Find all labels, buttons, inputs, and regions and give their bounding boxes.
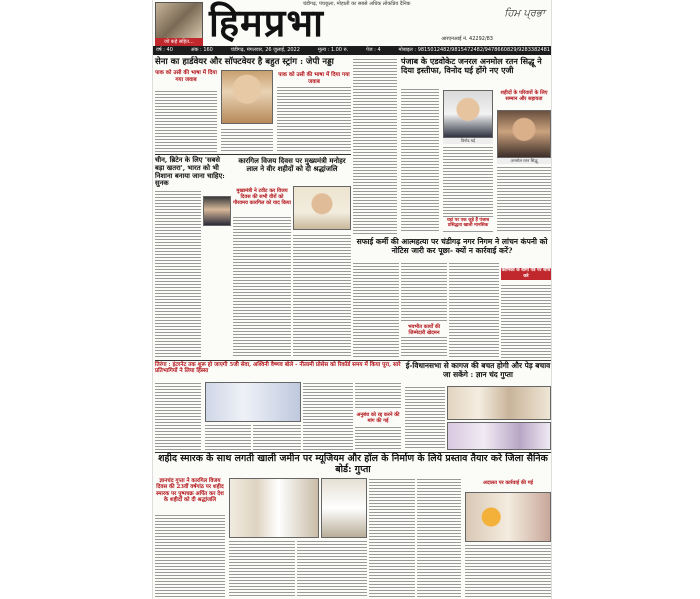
- nadda-photo: [221, 70, 273, 124]
- story-nadda-continued: [353, 58, 397, 234]
- masthead-photo: [155, 2, 203, 40]
- ashwini-vaishnaw-photo: [205, 382, 301, 422]
- story-sanitation-body-col3: [449, 262, 499, 358]
- story-nadda-body-col1: [155, 90, 217, 152]
- edition-info-bar: [153, 46, 552, 55]
- manohar-lal-photo: [293, 186, 351, 230]
- story-smarak-body-col3: [297, 540, 367, 598]
- story-sanitation-body-col4: [501, 284, 551, 358]
- sunak-photo: [203, 196, 231, 226]
- story-punjab-ag-body-col3: [497, 166, 551, 232]
- story-punjab-ag-headline: पंजाब के एडवोकेट जनरल अनमोल रतन सिद्धू ने दिया इस्तीफा, विनोद घई होंगे नए एजी: [401, 56, 542, 76]
- story-smarak-side-sub: अदालत पर कार्रवाई की गई: [483, 480, 533, 486]
- story-sanitation-sub: भयभीत कार्यों की जिम्मेदारी खेदमन: [407, 324, 441, 336]
- story-sanitation-side-box: कार्मिकों के बीमा पत्र पर जांच करे: [501, 268, 551, 279]
- story-5g-headline: तिरंगा : इंटरनेट तक शुरू हो जाएगी 5जी सेवा, अश्विनी वैष्णव बोले - नीलामी प्रोसेस को रिकॉर्ड समय में किया पूरा, सारे प्रतिभागियों ने लिया हिस्सा: [155, 362, 401, 375]
- smarak-photo-3: [465, 492, 551, 542]
- editor-signature: ਹਿਮ ਪ੍ਰਭਾ: [504, 8, 545, 19]
- issue-label: अंक : 160: [190, 47, 213, 53]
- mobile-numbers: मोबाइल : 9815012482/9815472482/9478660829/9283382481: [398, 47, 550, 53]
- story-nadda-sub-right: पाक को उसी की भाषा में दिया गया जवाब: [278, 72, 350, 85]
- rni-number: आरएनआई नं. 42292/83: [441, 36, 493, 42]
- story-5g-body-col2: [205, 424, 251, 450]
- story-sanitation-body-col2: [401, 262, 447, 322]
- story-smarak-body-col6: [465, 544, 551, 598]
- vinod-ghai-photo: [443, 90, 493, 138]
- year-label: वर्ष : 40: [156, 47, 173, 53]
- story-smarak-body-col2: [229, 540, 295, 598]
- story-e-vidhansabha-body: [405, 386, 445, 450]
- anmol-rattan-sidhu-photo: [497, 110, 551, 158]
- smarak-photo-1: [229, 478, 319, 538]
- story-sanitation-headline: सफाई कर्मी की आत्महत्या पर चंडीगढ़ नगर निगम ने लांचन कंपनी को नोटिस जारी कर पूछा- क्यों न कार्रवाई करें?: [356, 237, 548, 255]
- story-nadda-sub-left: पाक को उसी की भाषा में दिया गया जवाब: [155, 70, 217, 83]
- e-vidhansabha-photo-2: [447, 422, 551, 450]
- story-kargil-cm-body-col2: [293, 234, 351, 358]
- story-smarak-body-col1: [155, 514, 225, 598]
- story-5g-body-col5b: [355, 426, 401, 450]
- story-kargil-cm-headline: कारगिल विजय दिवस पर मुख्यमंत्री मनोहर लाल ने वीर शहीदों को दी श्रद्धांजलि: [238, 156, 346, 174]
- masthead-tagline: चंडीगढ़, पंचकूला, मोहाली का सबसे अधिक लोकप्रिय दैनिक: [303, 1, 411, 7]
- story-sanitation-body-col1: [353, 262, 399, 358]
- divider: [155, 154, 351, 155]
- story-5g-body-col4: [303, 382, 353, 450]
- story-nadda-body-col2: [221, 128, 273, 152]
- story-sunak-headline: चीन, ब्रिटेन के लिए 'सबसे बड़ा खतरा', भारत को भी निशाना बनाया जाना चाहिए: सुनक: [155, 156, 225, 188]
- story-smarak-body-col4: [369, 478, 415, 598]
- story-punjab-ag-side-sub: शहीदों के परिवारों के लिए सम्मान और सहायता: [500, 90, 548, 102]
- newspaper-page: [152, 0, 552, 599]
- story-punjab-ag-side-sub2: यहां पर एक जुड़े हैं पंजाब प्रसिद्धता खाली मानसिक: [443, 218, 493, 229]
- story-sanitation-body-col2b: [401, 336, 447, 358]
- story-kargil-cm-body-col1: [233, 216, 291, 358]
- masthead: [153, 0, 552, 44]
- story-5g-sub: अनुबंध को रद्द करने की मांग की गई: [356, 412, 400, 424]
- story-smarak-headline: शहीद स्मारक के साथ लगती खाली जमीन पर म्यूजियम और हॉल के निर्माण के लिये प्रस्ताव तैयार करे जिला सैनिक बोर्ड: गुप्ता: [158, 453, 548, 475]
- price-label: मूल्य : 1.00 रु.: [317, 47, 349, 53]
- pages-label: पेज : 4: [366, 47, 381, 53]
- dateline: चंडीगढ़, मंगलवार, 26 जुलाई, 2022: [230, 47, 300, 53]
- story-smarak-body-col5: [417, 478, 461, 598]
- story-punjab-ag-body-col1: [401, 88, 439, 232]
- e-vidhansabha-photo-1: [447, 386, 551, 420]
- story-5g-body-col3: [253, 424, 301, 450]
- story-5g-body-col5: [355, 382, 401, 410]
- newspaper-title: हिमप्रभा: [209, 0, 324, 45]
- vinod-ghai-caption: विनोद घई: [443, 138, 493, 144]
- story-sunak-body: [155, 190, 201, 358]
- smarak-photo-2: [321, 478, 367, 538]
- story-e-vidhansabha-headline: ई-विधानसभा से कागज की बचत होगी और पेड़ बचाव जा सकेंगे : ज्ञान चंद गुप्ता: [405, 361, 551, 379]
- story-nadda: [155, 58, 351, 68]
- story-kargil-cm-sub: मुख्यमंत्री ने टवीट कर विजय दिवस की सभी वीरों को गौरवमय कारगिल को याद किया: [233, 188, 291, 206]
- story-nadda-body-col3: [277, 86, 351, 152]
- masthead-photo-caption: जो कहे सहित...: [155, 38, 203, 46]
- story-5g-body-col1: [155, 382, 201, 450]
- anmol-rattan-sidhu-caption: अनमोल रतन सिद्धू: [497, 158, 551, 164]
- story-smarak-sub: ज्ञानचंद गुप्ता ने कारगिल विजय दिवस की 23वीं वर्षगांठ पर शहीद स्मारक पर पुष्पचक्र अर्पित कर देश के शहीदों को दी श्रद्धांजलि: [156, 478, 224, 504]
- story-nadda-headline: सेना का हार्डवेयर और सॉफ्टवेयर है बहुत स्ट्रांग : जेपी नड्डा: [155, 57, 334, 67]
